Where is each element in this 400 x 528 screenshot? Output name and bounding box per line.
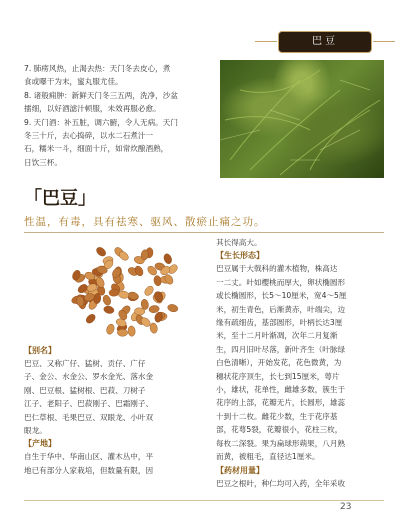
morphology-line: 部，花萼5裂，花瓣很小，花柱三枚， [216,425,343,435]
seed [84,312,96,324]
seed [163,273,174,286]
morphology-line: 生，四月旧叶尽落，新叶齐生（叶脉绿 [216,344,346,354]
seed [163,253,173,265]
morphology-line: 一二丈。叶如樱桃而厚大，卵状椭圆形 [216,277,346,287]
seed [128,326,136,337]
alias-line: 子、金公、水金公、罗水金光、落水金 [24,372,154,382]
chapter-badge: 巴豆 [278,31,372,53]
plant-leaves-image [220,60,384,178]
prescription-line: 8. 诸般痈肿：新鲜天门冬三五两，洗净，沙盆 [24,90,178,100]
entry-title-text: 巴豆 [42,188,78,209]
morphology-line: 缘有疏细齿，基部圆形，叶柄长达3厘 [216,318,343,328]
seed-cluster-graphic [64,232,192,344]
prescription-line: 9. 天门酒：补五脏，调六腑，令人无病。天门 [24,117,178,127]
seed [149,322,158,333]
alias-line: 眼龙。 [24,426,47,436]
footer-rule [24,500,384,501]
morphology-line: 而黄，被粗毛，直径达1厘米。 [216,452,320,462]
morphology-line: 花序的上部，花瓣无片，长圆形，雄蕊 [216,398,346,408]
seed [105,323,115,335]
page-number: 23 [340,502,352,512]
seed [143,284,155,297]
origin-line: 地已有部分人家栽培，但数量有限，因 [24,465,154,475]
prescription-line: 日饮三杯。 [24,157,62,167]
prescription-line: 食或曝干为末，蜜丸服尤佳。 [24,77,123,87]
seed [109,289,120,297]
alias-line: 巴豆、又称广仔、猛树、贡仔、广仔 [24,359,146,368]
morphology-line: 十到十二枚。雌花少数，生于花序基 [216,411,338,421]
morphology-line: 米，至十二月叶渐凋，次年二月复渐 [216,331,338,341]
entry-summary: 性温，有毒，具有祛寒、驱风、散瘀止痛之功。 [24,216,266,228]
prescription-line: 冬三十斤，去心捣碎，以水二石煮汁一 [24,131,154,141]
seed [167,303,179,313]
left-column [24,344,206,477]
alias-line: 江子、老阳子、巴菽刚子、巴霜刚子、 [24,399,154,409]
origin-heading: 【产地】 [24,439,56,449]
seed [102,294,112,306]
morphology-line: 巴豆属于大戟科的灌木植物，株高达 [216,264,338,274]
title-bracket-open: 「 [24,188,42,209]
alias-line: 刚、巴豆根、猛树根、巴菽、刀树子 [24,385,146,395]
dosage-heading: 【药材用量】 [216,465,264,475]
morphology-heading: 【生长形态】 [216,251,264,261]
seed [95,246,108,258]
seed [148,305,159,314]
alias-line: 巴仁草根、毛果巴豆、双眼龙、小叶双 [24,412,154,422]
morphology-line: 小，雄状，花单性，雌雄多数，簇生于 [216,385,346,395]
prescription-line: 7. 肺痨风热，止渴去热：天门冬去皮心，煮 [24,64,171,73]
right-column [216,236,388,490]
prescription-block [24,62,216,169]
prescription-line: 石，糯米一斗，细面十斤，如常炊酿酒熟， [24,144,169,154]
title-bracket-close: 」 [78,188,96,209]
entry-title [24,187,96,211]
dosage-line: 巴豆之根叶，种仁均可入药，全年采收 [216,478,346,488]
continued-line: 其长得高大。 [216,238,262,247]
alias-heading: 【别名】 [24,346,56,355]
origin-line: 自生于华中、华南山区、灌木丛中，平 [24,452,154,462]
plant-photo [220,60,384,178]
morphology-line: 穗状花序顶生，长七到15厘米，萼片 [216,371,340,381]
morphology-line: 白色清晰），开始发花，花色微黄，为 [216,358,342,368]
morphology-line: 米，初生青色，后渐黄赤，叶端尖，边 [216,304,346,314]
croton-seeds-image [64,232,192,344]
morphology-line: 每枚二深裂。果为扁球形蒴果，八月熟 [216,438,346,448]
prescription-line: 擂细，以好酒滤汁顿服，未效再服必愈。 [24,104,161,114]
morphology-line: 或长椭圆形，长5～10厘米，宽4～5厘 [216,291,347,301]
seed [103,305,115,315]
